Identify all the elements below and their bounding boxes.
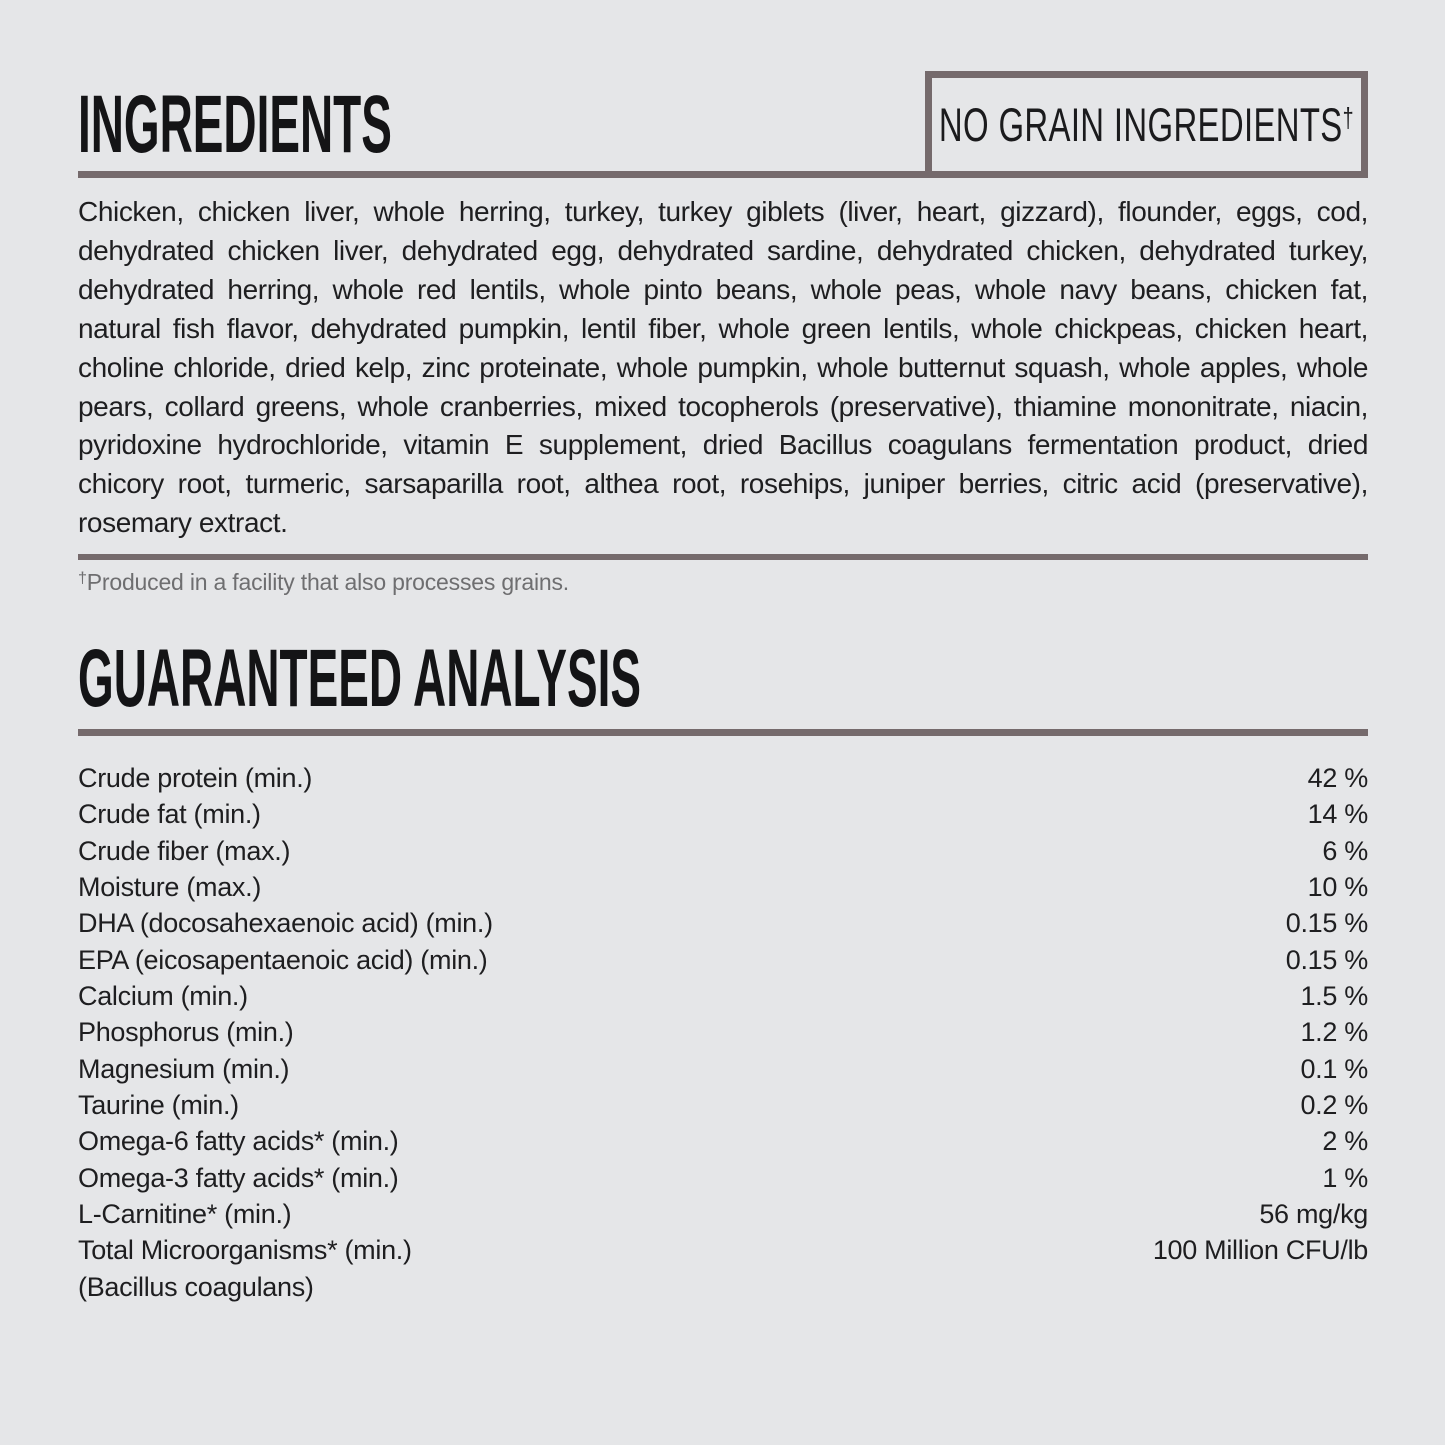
- guaranteed-analysis-section-title: [78, 633, 1083, 724]
- analysis-row-label: Taurine (min.): [78, 1090, 239, 1121]
- analysis-row: [78, 1017, 1368, 1053]
- analysis-row-value: 6 %: [1322, 835, 1368, 866]
- analysis-row: [78, 1090, 1368, 1126]
- ingredients-title-text: INGREDIENTS: [78, 79, 392, 170]
- analysis-row: [78, 799, 1368, 835]
- analysis-row-label: (Bacillus coagulans): [78, 1271, 314, 1302]
- analysis-row-label: Crude fiber (max.): [78, 835, 291, 866]
- analysis-row: [78, 836, 1368, 872]
- analysis-row-value: 42 %: [1307, 763, 1368, 793]
- footnote-dagger: †: [78, 569, 87, 587]
- analysis-row-value: 0.15 %: [1285, 908, 1368, 939]
- analysis-row-value: 1 %: [1322, 1162, 1368, 1193]
- analysis-row: [78, 763, 1368, 799]
- analysis-row-label: DHA (docosahexaenoic acid) (min.): [78, 908, 493, 939]
- analysis-row: [78, 945, 1368, 981]
- analysis-row-label: Total Microorganisms* (min.): [78, 1235, 412, 1266]
- analysis-row: [78, 908, 1368, 944]
- divider-line: [78, 554, 1368, 560]
- analysis-row-label: Omega-3 fatty acids* (min.): [78, 1162, 399, 1193]
- analysis-row-label: L-Carnitine* (min.): [78, 1199, 292, 1230]
- analysis-table: [78, 763, 1368, 1308]
- analysis-row: [78, 1199, 1368, 1235]
- analysis-row-value: 1.2 %: [1300, 1017, 1368, 1048]
- analysis-row-label: Moisture (max.): [78, 872, 262, 903]
- analysis-row-value: 0.2 %: [1300, 1090, 1368, 1121]
- analysis-row: [78, 981, 1368, 1017]
- no-grain-badge-label: NO GRAIN INGREDIENTS: [939, 98, 1343, 151]
- analysis-row: [78, 1235, 1368, 1271]
- no-grain-badge-dagger: †: [1342, 101, 1355, 133]
- analysis-row: [78, 1163, 1368, 1199]
- ingredients-paragraph: Chicken, chicken liver, whole herring, turkey, turkey giblets (liver, heart, gizzard), flounder, eggs, cod, dehydrated chicken liver, dehydrated egg, dehydrated sardine, dehydrated chicken, dehydrated turkey, dehydrated herring, whole red lentils, whole pinto beans, whole peas, whole navy beans, chicken fat, natural fish flavor, dehydrated pumpkin, lentil fiber, whole green lentils, whole chickpeas, chicken heart, choline chloride, dried kelp, zinc proteinate, whole pumpkin, whole butternut squash, whole apples, whole pears, collard greens, whole cranberries, mixed tocopherols (preservative), thiamine mononitrate, niacin, pyridoxine hydrochloride, vitamin E supplement, dried Bacillus coagulans fermentation product, dried chicory root, turmeric, sarsaparilla root, althea root, rosehips, juniper berries, citric acid (preservative), rosemary extract.: [78, 196, 1368, 539]
- footnote-text: Produced in a facility that also processes grains.: [86, 569, 569, 595]
- guaranteed-analysis-title-text: GUARANTEED ANALYSIS: [78, 633, 642, 724]
- analysis-row-value: 0.15 %: [1285, 944, 1368, 975]
- analysis-row-label: Magnesium (min.): [78, 1053, 290, 1084]
- analysis-row-label: EPA (eicosapentaenoic acid) (min.): [78, 944, 488, 975]
- grain-facility-footnote: [78, 569, 569, 596]
- divider-line: [78, 171, 1368, 178]
- analysis-row-value: 56 mg/kg: [1259, 1199, 1368, 1230]
- analysis-row-value: 14 %: [1307, 799, 1368, 830]
- analysis-row-value: 100 Million CFU/lb: [1152, 1235, 1368, 1266]
- analysis-row-value: 10 %: [1307, 872, 1368, 903]
- analysis-row: [78, 872, 1368, 908]
- analysis-row-label: Omega-6 fatty acids* (min.): [78, 1126, 399, 1157]
- no-grain-badge: [925, 71, 1368, 178]
- analysis-row-label: Crude fat (min.): [78, 799, 261, 830]
- analysis-row-label: Phosphorus (min.): [78, 1017, 294, 1048]
- divider-line: [78, 729, 1368, 736]
- analysis-row: [78, 1272, 1368, 1308]
- analysis-row-label: Calcium (min.): [78, 981, 248, 1012]
- analysis-row-value: 1.5 %: [1300, 981, 1368, 1012]
- analysis-row-value: 0.1 %: [1300, 1053, 1368, 1084]
- analysis-row: [78, 1054, 1368, 1090]
- no-grain-badge-text: [939, 97, 1354, 152]
- analysis-row: [78, 1126, 1368, 1162]
- analysis-row-value: 2 %: [1322, 1126, 1368, 1157]
- analysis-row-label: Crude protein (min.): [78, 763, 313, 793]
- ingredients-section-title: [78, 79, 638, 170]
